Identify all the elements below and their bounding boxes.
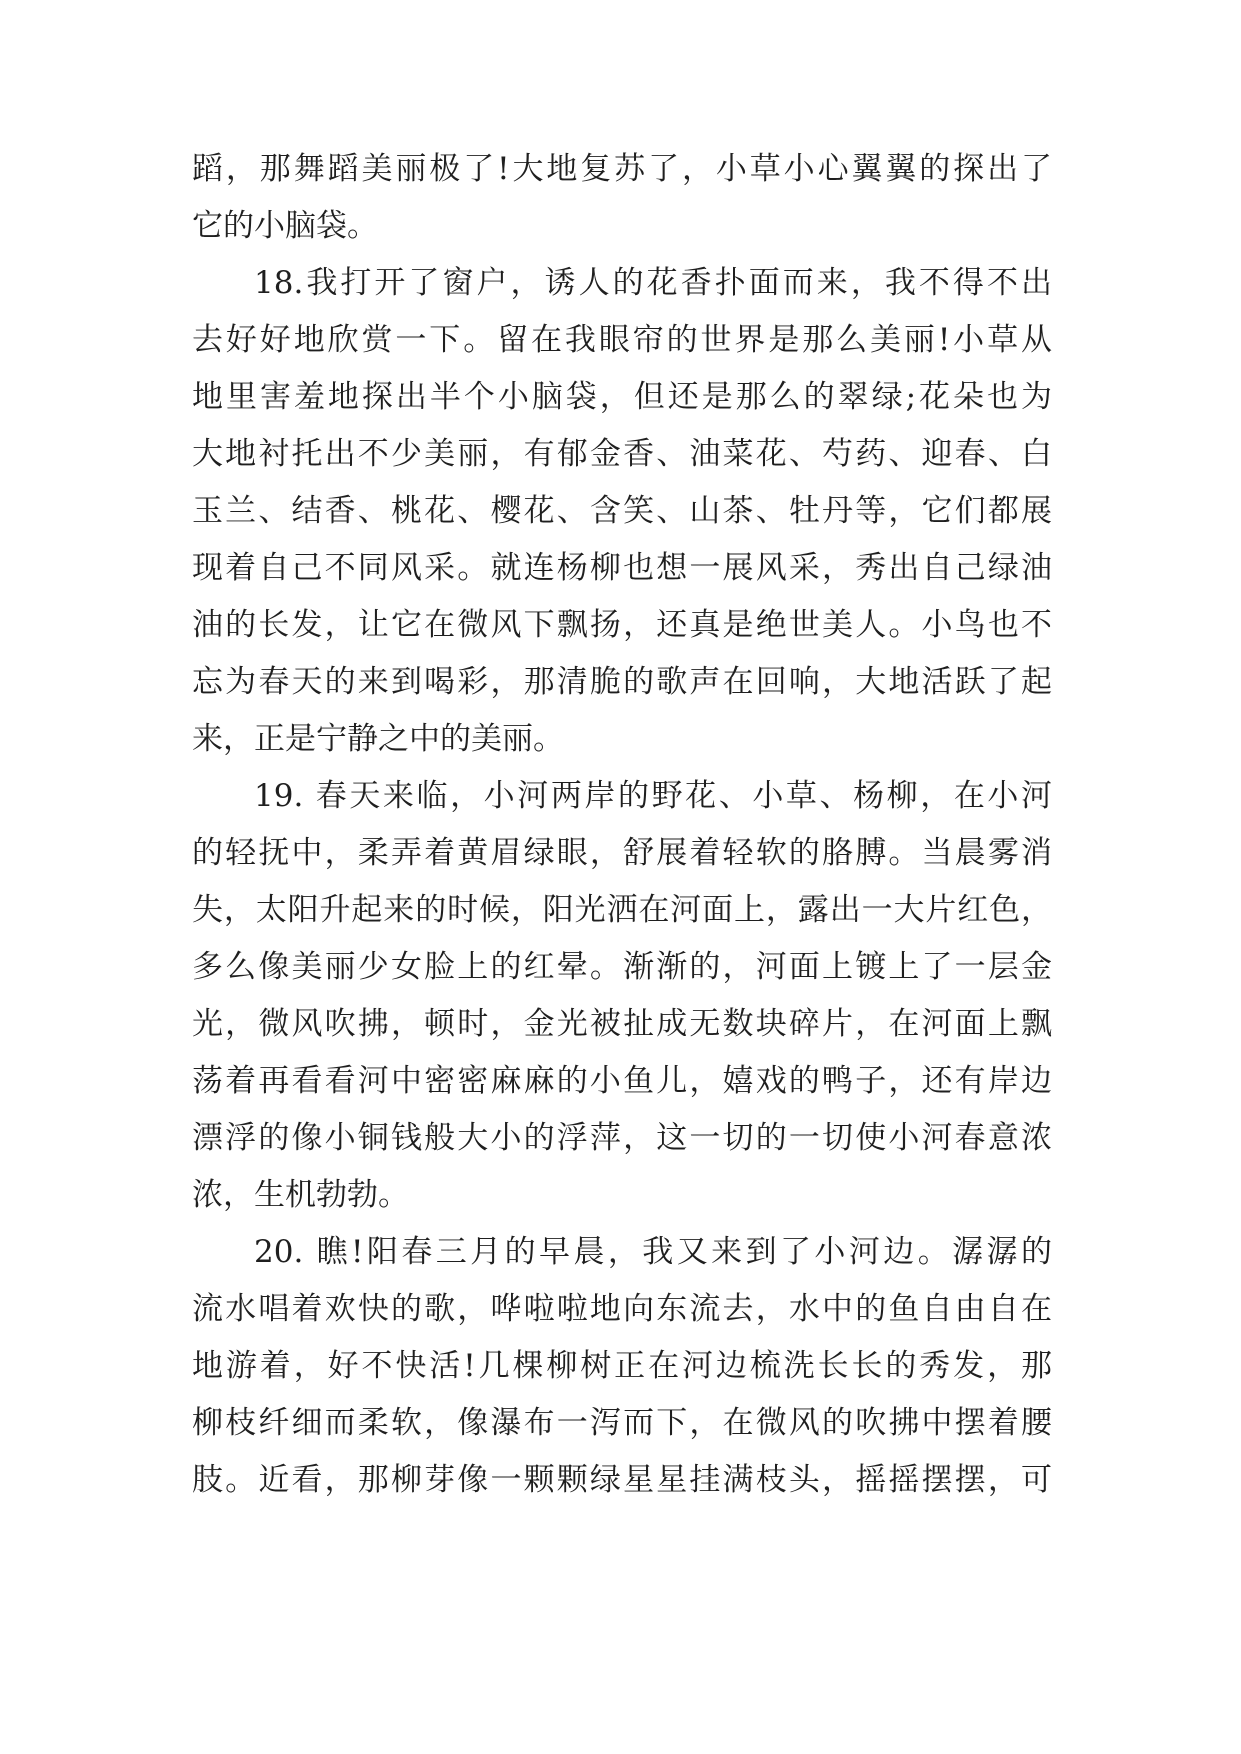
text-line: 去好好地欣赏一下。留在我眼帘的世界是那么美丽!小草从	[192, 322, 1052, 358]
text-line: 浓，生机勃勃。	[192, 1177, 409, 1213]
text-line: 玉兰、结香、桃花、樱花、含笑、山茶、牡丹等，它们都展	[192, 493, 1052, 529]
text-line: 蹈，那舞蹈美丽极了!大地复苏了，小草小心翼翼的探出了	[192, 151, 1052, 187]
text-line: 地游着，好不快活!几棵柳树正在河边梳洗长长的秀发，那	[192, 1348, 1052, 1384]
text-line: 来，正是宁静之中的美丽。	[192, 721, 564, 757]
text-line: 荡着再看看河中密密麻麻的小鱼儿，嬉戏的鸭子，还有岸边	[192, 1063, 1052, 1099]
text-line: 失，太阳升起来的时候，阳光洒在河面上，露出一大片红色，	[192, 892, 1052, 928]
text-line: 多么像美丽少女脸上的红晕。渐渐的，河面上镀上了一层金	[192, 949, 1052, 985]
text-line: 油的长发，让它在微风下飘扬，还真是绝世美人。小鸟也不	[192, 607, 1052, 643]
paragraph-19-first-line: 19. 春天来临，小河两岸的野花、小草、杨柳，在小河	[254, 778, 1052, 814]
text-line: 柳枝纤细而柔软，像瀑布一泻而下，在微风的吹拂中摆着腰	[192, 1405, 1052, 1441]
text-line: 大地衬托出不少美丽，有郁金香、油菜花、芍药、迎春、白	[192, 436, 1052, 472]
text-line: 漂浮的像小铜钱般大小的浮萍，这一切的一切使小河春意浓	[192, 1120, 1052, 1156]
text-line: 肢。近看，那柳芽像一颗颗绿星星挂满枝头，摇摇摆摆，可	[192, 1462, 1052, 1498]
text-line: 流水唱着欢快的歌，哗啦啦地向东流去，水中的鱼自由自在	[192, 1291, 1052, 1327]
text-line: 的轻抚中，柔弄着黄眉绿眼，舒展着轻软的胳膊。当晨雾消	[192, 835, 1052, 871]
paragraph-20-first-line: 20. 瞧!阳春三月的早晨，我又来到了小河边。潺潺的	[254, 1234, 1052, 1270]
text-line: 忘为春天的来到喝彩，那清脆的歌声在回响，大地活跃了起	[192, 664, 1052, 700]
text-line: 地里害羞地探出半个小脑袋，但还是那么的翠绿;花朵也为	[192, 379, 1052, 415]
paragraph-18-first-line: 18.我打开了窗户，诱人的花香扑面而来，我不得不出	[254, 265, 1052, 301]
text-line: 现着自己不同风采。就连杨柳也想一展风采，秀出自己绿油	[192, 550, 1052, 586]
text-line: 它的小脑袋。	[192, 208, 378, 244]
text-line: 光，微风吹拂，顿时，金光被扯成无数块碎片，在河面上飘	[192, 1006, 1052, 1042]
